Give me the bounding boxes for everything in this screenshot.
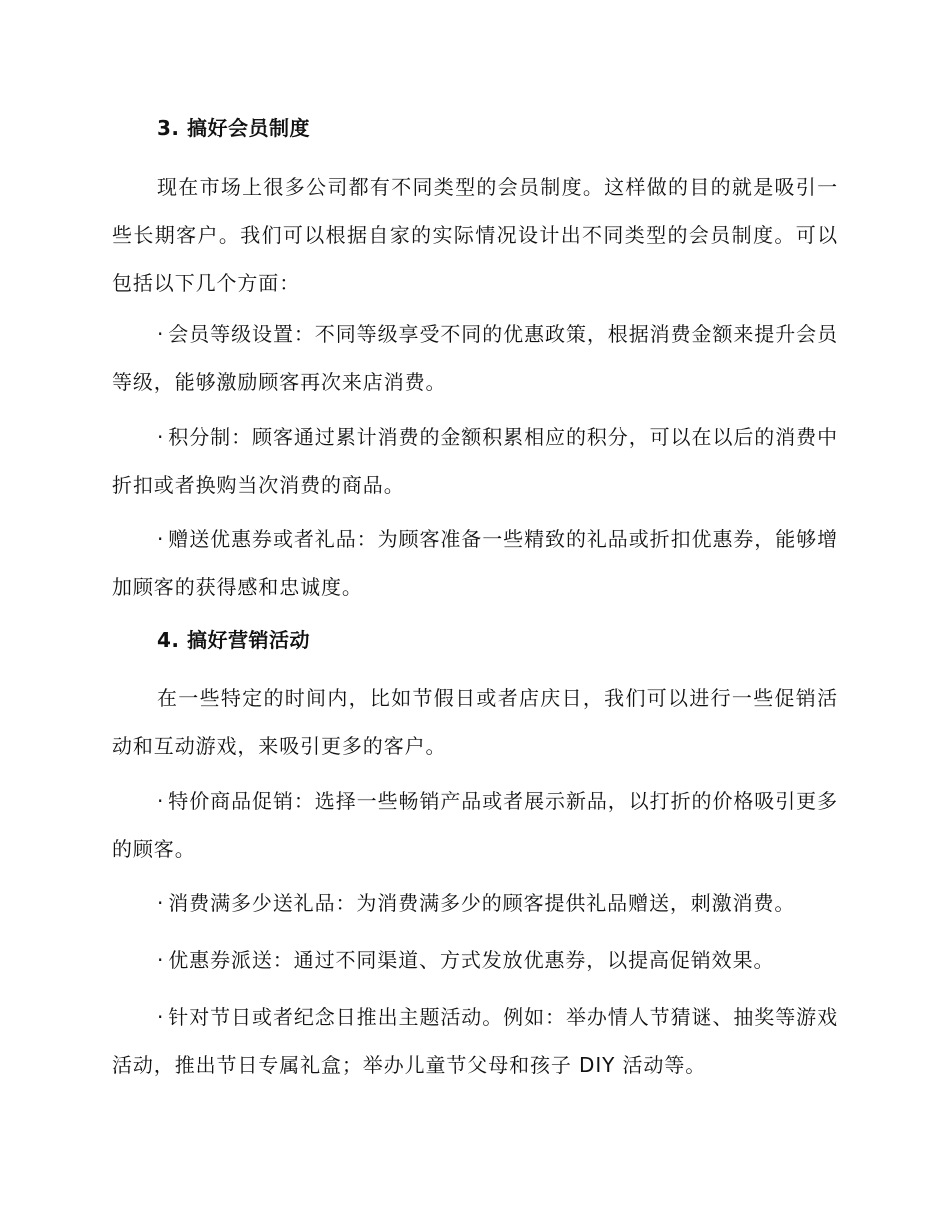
section-4-item-4-text: 针对节日或者纪念日推出主题活动。例如：举办情人节猜谜、抽奖等游戏活动，推出节日专属礼盒；举办儿童节父母和孩子 DIY 活动等。 <box>112 1005 838 1077</box>
section-4-intro: 在一些特定的时间内，比如节假日或者店庆日，我们可以进行一些促销活动和互动游戏，来吸引更多的客户。 <box>112 686 838 758</box>
bullet-mark: · <box>157 789 165 813</box>
bullet-mark: · <box>157 425 165 449</box>
section-4-item-4 <box>112 993 838 1089</box>
section-3-intro: 现在市场上很多公司都有不同类型的会员制度。这样做的目的就是吸引一些长期客户。我们可以根据自家的实际情况设计出不同类型的会员制度。可以包括以下几个方面： <box>112 175 838 295</box>
bullet-mark: · <box>157 1005 165 1029</box>
section-3-item-2-text: 积分制：顾客通过累计消费的金额积累相应的积分，可以在以后的消费中折扣或者换购当次消费的商品。 <box>112 425 838 497</box>
bullet-mark: · <box>157 527 165 551</box>
section-4-item-1 <box>112 777 838 873</box>
bullet-mark: · <box>157 948 165 972</box>
section-3-item-3-text: 赠送优惠券或者礼品：为顾客准备一些精致的礼品或折扣优惠券，能够增加顾客的获得感和忠诚度。 <box>112 527 838 599</box>
section-4-item-1-text: 特价商品促销：选择一些畅销产品或者展示新品，以打折的价格吸引更多的顾客。 <box>112 789 838 861</box>
bullet-mark: · <box>157 891 165 915</box>
section-4-item-3 <box>112 936 838 984</box>
bullet-mark: · <box>157 322 165 346</box>
section-3-item-2 <box>112 413 838 509</box>
section-3-item-3 <box>112 515 838 611</box>
section-3-item-1-text: 会员等级设置：不同等级享受不同的优惠政策，根据消费金额来提升会员等级，能够激励顾客再次来店消费。 <box>112 322 838 394</box>
section-3-heading: 3. 搞好会员制度 <box>157 116 310 140</box>
section-3-item-1 <box>112 310 838 406</box>
section-4-heading: 4. 搞好营销活动 <box>157 628 310 652</box>
section-4-item-3-text: 优惠券派送：通过不同渠道、方式发放优惠券，以提高促销效果。 <box>168 948 775 972</box>
section-4-item-2-text: 消费满多少送礼品：为消费满多少的顾客提供礼品赠送，刺激消费。 <box>168 891 796 915</box>
section-4-item-2 <box>112 879 838 927</box>
